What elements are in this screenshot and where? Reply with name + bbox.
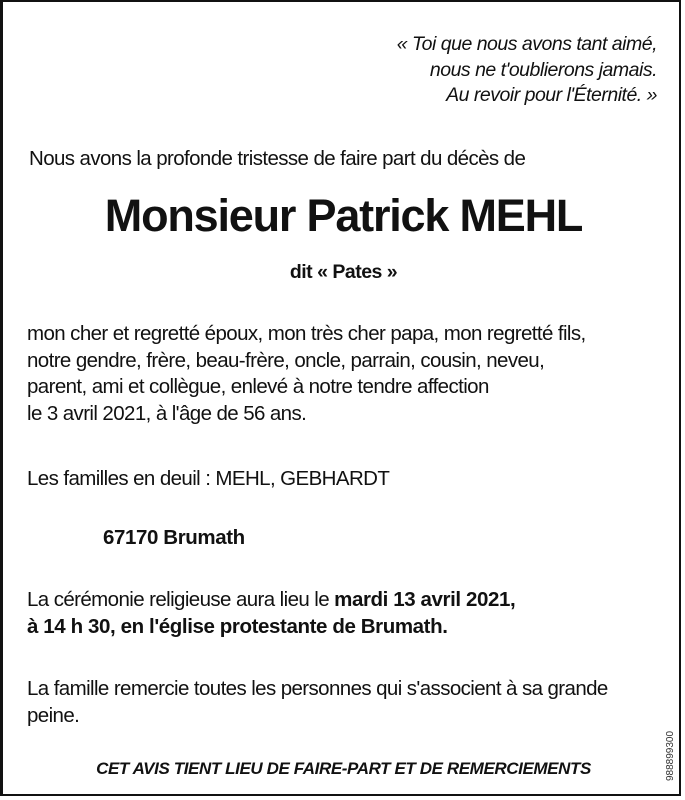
description-line-2: notre gendre, frère, beau-frère, oncle, parrain, cousin, neveu,	[27, 348, 545, 372]
quote-line-1: « Toi que nous avons tant aimé,	[396, 33, 657, 55]
intro-text: Nous avons la profonde tristesse de faire part du décès de	[29, 147, 526, 170]
ceremony-info	[27, 587, 515, 640]
epitaph-quote	[397, 32, 657, 109]
quote-line-3: Au revoir pour l'Éternité. »	[446, 84, 657, 106]
deceased-nickname: dit « Pates »	[289, 261, 398, 283]
footer-notice: CET AVIS TIENT LIEU DE FAIRE-PART ET DE REMERCIEMENTS	[96, 759, 591, 778]
reference-number: 988899300	[665, 730, 676, 782]
mourning-families: Les familles en deuil : MEHL, GEBHARDT	[27, 467, 390, 490]
quote-line-2: nous ne t'oublierons jamais.	[429, 58, 657, 81]
thanks-text	[27, 676, 677, 729]
ceremony-date: mardi 13 avril 2021,	[334, 588, 516, 611]
ceremony-line-1	[27, 587, 515, 614]
thanks-line-1: La famille remercie toutes les personnes qui s'associent à sa grande	[27, 677, 608, 700]
thanks-line-2: peine.	[27, 703, 80, 727]
relationship-description	[27, 321, 586, 427]
town-address: 67170 Brumath	[103, 526, 245, 549]
description-line-1: mon cher et regretté époux, mon très cher papa, mon regretté fils,	[27, 322, 586, 345]
ceremony-details: à 14 h 30, en l'église protestante de Brumath.	[27, 614, 448, 638]
deceased-name: Monsieur Patrick MEHL	[104, 190, 583, 241]
description-line-3: parent, ami et collègue, enlevé à notre tendre affection	[27, 375, 489, 398]
ceremony-prefix: La cérémonie religieuse aura lieu le	[27, 588, 335, 611]
description-line-4: le 3 avril 2021, à l'âge de 56 ans.	[27, 401, 307, 425]
